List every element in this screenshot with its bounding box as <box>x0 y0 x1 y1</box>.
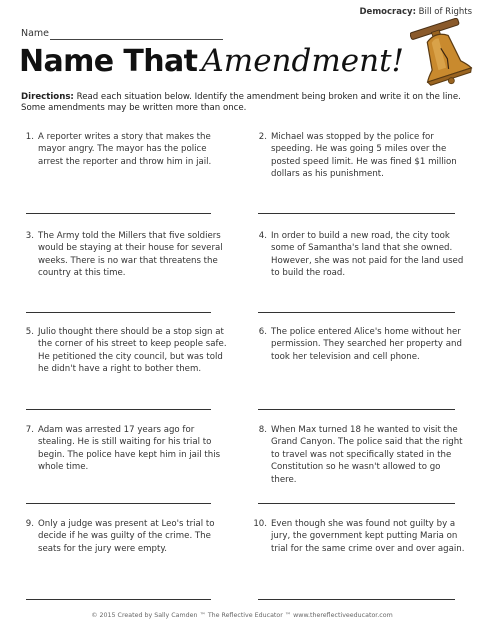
situation-number: 4. <box>258 231 267 241</box>
topic-value: Bill of Rights <box>418 7 472 17</box>
topic-heading: Democracy: <box>359 7 416 17</box>
answer-line-7[interactable] <box>26 503 211 504</box>
answer-line-3[interactable] <box>26 312 211 313</box>
situation-text: Adam was arrested 17 years ago for stealing. He is still waiting for his trial to begin. The police have kept him in jail this whole time. <box>38 425 221 473</box>
situation-text: Even though she was found not guilty by a jury, the government kept putting Maria on trial for the same crime over and over again. <box>271 519 465 554</box>
directions <box>21 92 476 114</box>
liberty-bell-icon <box>410 18 476 92</box>
answer-line-5[interactable] <box>26 409 211 410</box>
situation-number: 10. <box>253 519 267 529</box>
situation-text: In order to build a new road, the city took some of Samantha's land that she owned. However, she was not paid for the land used to build the road. <box>271 231 464 279</box>
answer-line-1[interactable] <box>26 213 211 214</box>
answer-line-4[interactable] <box>258 312 455 313</box>
footer-credit: © 2015 Created by Sally Camden ™ The Reflective Educator ™ www.thereflectiveeducator.com <box>91 612 393 619</box>
situation-number: 6. <box>258 327 267 337</box>
answer-line-9[interactable] <box>26 599 211 600</box>
answer-line-10[interactable] <box>258 599 455 600</box>
situation-text: Michael was stopped by the police for speeding. He was going 5 miles over the posted speed limit. He was fined $1 million dollars as his punishment. <box>271 132 457 180</box>
name-label: Name <box>21 28 50 39</box>
situation-text: The police entered Alice's home without her permission. They searched her property and took her television and cell phone. <box>271 327 462 362</box>
situation-text: The Army told the Millers that five soldiers would be staying at their house for several weeks. There is no war that threatens the country at this time. <box>38 231 223 279</box>
topic-label <box>360 7 473 17</box>
situation-text: Only a judge was present at Leo's trial to decide if he was guilty of the crime. The seats for the jury were empty. <box>38 519 215 554</box>
title-part-1: Name That <box>19 44 198 79</box>
situation-text: Julio thought there should be a stop sign at the corner of his street to keep people safe. He petitioned the city council, but was told he didn't have a right to bother them. <box>38 327 227 375</box>
answer-line-6[interactable] <box>258 409 455 410</box>
situation-number: 8. <box>258 425 267 435</box>
situation-number: 3. <box>25 231 34 241</box>
directions-label: Directions: <box>21 92 74 102</box>
situation-number: 1. <box>25 132 34 142</box>
situation-number: 2. <box>258 132 267 142</box>
situation-number: 7. <box>25 425 34 435</box>
directions-text: Read each situation below. Identify the amendment being broken and write it on the line. Some amendments may be written more than once. <box>21 92 461 114</box>
situation-text: A reporter writes a story that makes the mayor angry. The mayor has the police arrest the reporter and throw him in jail. <box>38 132 212 167</box>
situation-text: When Max turned 18 he wanted to visit the Grand Canyon. The police said that the right to travel was not specifically stated in the Constitution so he wasn't allowed to go there. <box>271 425 463 485</box>
answer-line-2[interactable] <box>258 213 455 214</box>
name-field-line <box>50 39 223 40</box>
title-part-2: Amendment! <box>201 43 404 79</box>
page-title <box>19 43 404 79</box>
situation-number: 5. <box>25 327 34 337</box>
situation-number: 9. <box>25 519 34 529</box>
answer-line-8[interactable] <box>258 503 455 504</box>
